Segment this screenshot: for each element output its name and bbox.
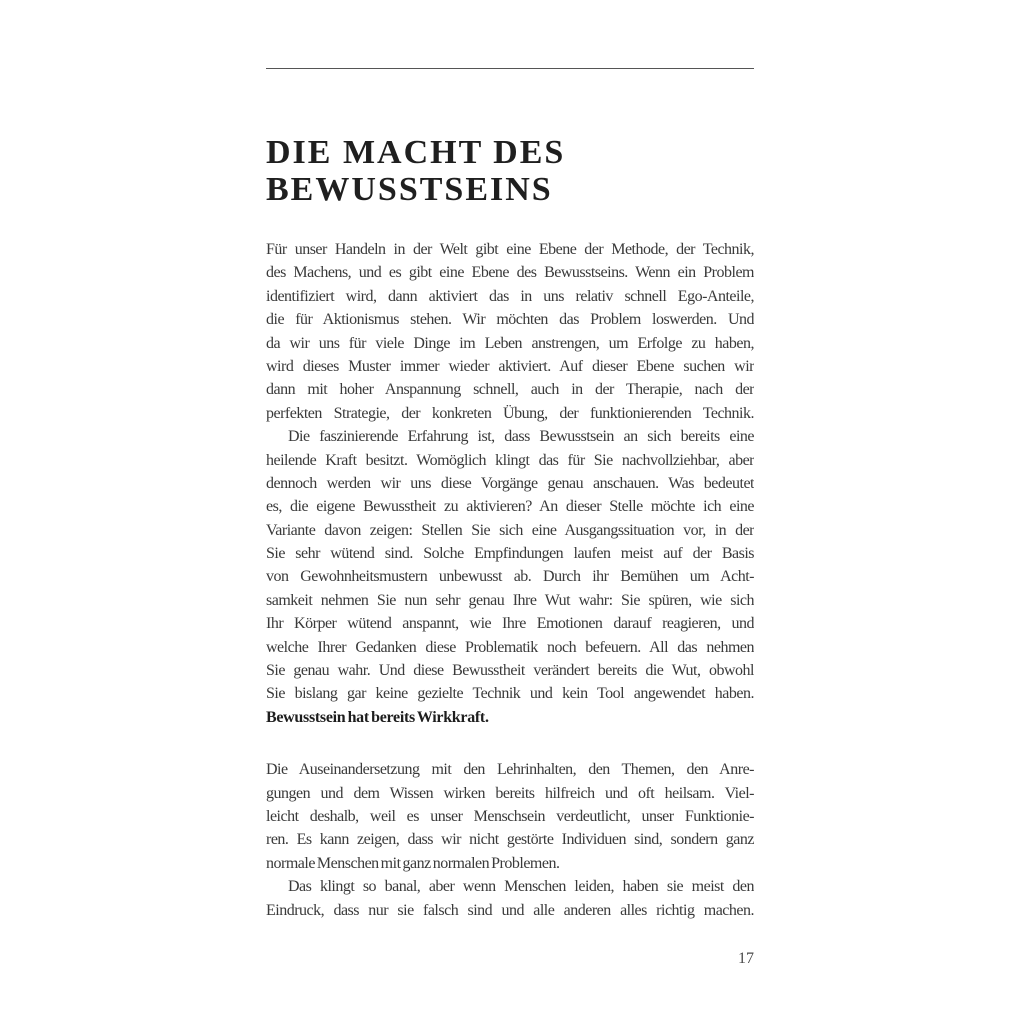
text-line: des Machens, und es gibt eine Ebene des Bewusstseins. Wenn ein Problem [266, 264, 754, 282]
text-line: dann mit hoher Anspannung schnell, auch in der Therapie, nach der [266, 381, 754, 399]
text-line: welche Ihrer Gedanken diese Problematik noch befeuern. All das nehmen [266, 638, 754, 656]
text-line: Sie genau wahr. Und diese Bewusstheit verändert bereits die Wut, obwohl [266, 662, 754, 680]
text-line: Sie sehr wütend sind. Solche Empfindungen laufen meist auf der Basis [266, 545, 754, 563]
text-line: Für unser Handeln in der Welt gibt eine Ebene der Methode, der Technik, [266, 241, 754, 258]
text-line: normale Menschen mit ganz normalen Problemen. [266, 854, 560, 872]
paragraph [266, 238, 754, 425]
text-line: perfekten Strategie, der konkreten Übung, der funktionierenden Technik. [266, 404, 754, 422]
header-rule [266, 68, 754, 69]
text-line: heilende Kraft besitzt. Womöglich klingt das für Sie nachvollziehbar, aber [266, 451, 754, 469]
text-line: da wir uns für viele Dinge im Leben anstrengen, um Erfolge zu haben, [266, 334, 754, 352]
text-line: wird dieses Muster immer wieder aktiviert. Auf dieser Ebene suchen wir [266, 357, 754, 375]
text-line: identifiziert wird, dann aktiviert das in uns relativ schnell Ego-Anteile, [266, 287, 754, 305]
paragraph [266, 425, 754, 729]
text-line: Die faszinierende Erfahrung ist, dass Bewusstsein an sich bereits eine [288, 428, 754, 446]
text-line: Variante davon zeigen: Stellen Sie sich eine Ausgangssituation vor, in der [266, 521, 754, 539]
text-line: Das klingt so banal, aber wenn Menschen leiden, haben sie meist den [288, 878, 754, 896]
paragraph [266, 758, 754, 875]
text-line: Die Auseinandersetzung mit den Lehrinhalten, den Themen, den Anre- [266, 761, 754, 779]
text-line: gungen und dem Wissen wirken bereits hilfreich und oft heilsam. Viel- [266, 784, 754, 802]
text-line: Sie bislang gar keine gezielte Technik und kein Tool angewendet haben. [266, 685, 754, 703]
text-line: von Gewohnheitsmustern unbewusst ab. Durch ihr Bemühen um Acht- [266, 568, 754, 586]
text-line: die für Aktionismus stehen. Wir möchten das Problem loswerden. Und [266, 311, 754, 329]
chapter-title [266, 134, 786, 208]
chapter-title-line-1: DIE MACHT DES [266, 134, 566, 171]
text-line: Eindruck, dass nur sie falsch sind und alle anderen alles richtig machen. [266, 901, 754, 919]
text-line: samkeit nehmen Sie nun sehr genau Ihre Wut wahr: Sie spüren, wie sich [266, 591, 754, 609]
text-line: leicht deshalb, weil es unser Menschsein verdeutlicht, unser Funktionie- [266, 807, 754, 825]
page-number: 17 [738, 950, 754, 967]
text-line: dennoch werden wir uns diese Vorgänge genau anschauen. Was bedeutet [266, 474, 754, 492]
body-text [266, 238, 754, 922]
text-line: Ihr Körper wütend anspannt, wie Ihre Emotionen darauf reagieren, und [266, 615, 754, 633]
emphasized-text-line: Bewusstsein hat bereits Wirkkraft. [266, 708, 489, 726]
paragraph [266, 875, 754, 922]
text-line: es, die eigene Bewusstheit zu aktivieren? An dieser Stelle möchte ich eine [266, 498, 754, 516]
chapter-title-line-2: BEWUSSTSEINS [266, 171, 553, 208]
text-line: ren. Es kann zeigen, dass wir nicht gestörte Individuen sind, sondern ganz [266, 831, 754, 849]
